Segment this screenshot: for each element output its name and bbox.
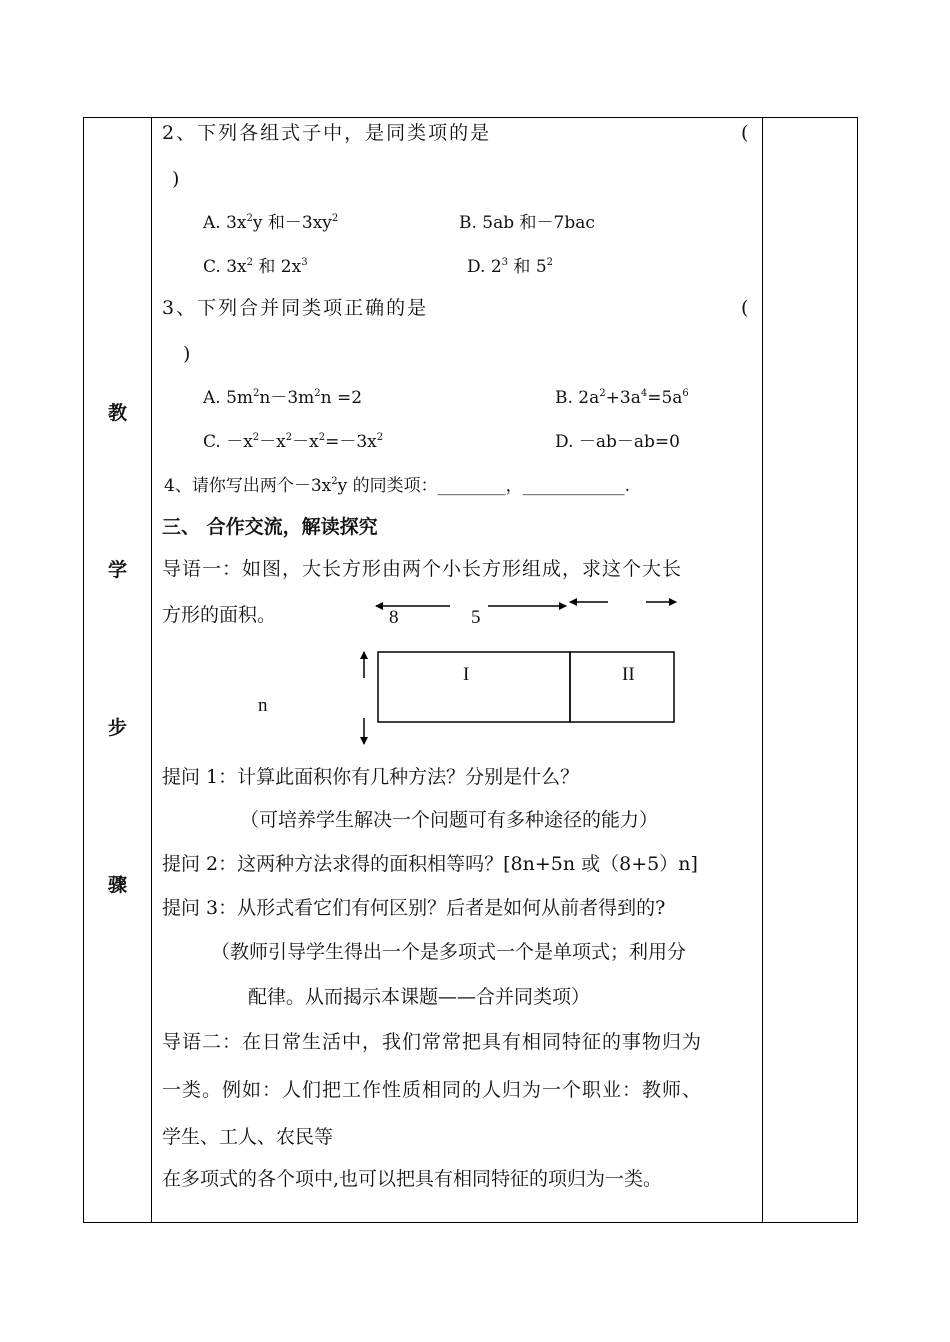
region-label-ii: II [622, 664, 635, 685]
side-char-jiao: 教 [107, 402, 127, 424]
note-1: （可培养学生解决一个问题可有多种途径的能力） [240, 809, 659, 831]
q4-line: 4、请你写出两个$-3x^2y$ 的同类项：________，____________. [164, 476, 631, 496]
q3-option-b: B. $2a^2+3a^4=5a^6$ [555, 388, 689, 408]
guide2-line2: 一类。例如：人们把工作性质相同的人归为一个职业：教师、 [162, 1079, 703, 1101]
q2-stem: 2、下列各组式子中，是同类项的是 [162, 122, 492, 144]
note-2-line2: 配律。从而揭示本课题——合并同类项） [248, 986, 591, 1008]
guide1-line1: 导语一：如图，大长方形由两个小长方形组成，求这个大长 [162, 558, 683, 580]
side-char-zhou: 骤 [107, 874, 127, 896]
question-3: 提问 3：从形式看它们有何区别？后者是如何从前者得到的? [162, 897, 666, 919]
side-char-bu: 步 [107, 717, 127, 739]
guide2-line4: 在多项式的各个项中,也可以把具有相同特征的项归为一类。 [162, 1168, 663, 1190]
question-2: 提问 2：这两种方法求得的面积相等吗？[8n+5n 或（8+5）n] [162, 853, 698, 875]
width-label-5: 5 [471, 607, 481, 628]
region-label-i: I [463, 664, 470, 685]
question-1: 提问 1：计算此面积你有几种方法？分别是什么？ [162, 766, 580, 788]
q2-paren-close: ) [172, 168, 180, 190]
note-2-line1: （教师引导学生得出一个是多项式一个是单项式；利用分 [211, 941, 687, 963]
column-divider-left [151, 118, 152, 1222]
q2-option-c: C. $3x^2$ 和 $2x^3$ [203, 257, 308, 277]
q3-option-a: A. $5m^2n-3m^2n =2$ [203, 388, 363, 408]
q2-option-d: D. $2^3$ 和 $5^2$ [467, 257, 554, 277]
height-label-n: n [258, 695, 268, 716]
rectangle-part-i [378, 652, 570, 722]
q3-option-c: C. $-x^2-x^2-x^2=-3x^2$ [203, 432, 384, 452]
width-label-8: 8 [389, 607, 399, 628]
q2-paren-open: ( [741, 122, 749, 144]
section-3-title: 三、 合作交流，解读探究 [162, 516, 378, 538]
guide1-line2: 方形的面积。 [162, 604, 277, 626]
guide2-line3: 学生、工人、农民等 [162, 1126, 334, 1148]
q2-option-a: A. $3x^2y$ 和$-3xy^2$ [203, 213, 339, 233]
q3-option-d: D. －ab－ab=0 [555, 432, 680, 452]
q2-option-b: B. 5ab 和－7bac [459, 213, 595, 233]
side-char-xue: 学 [107, 559, 127, 581]
q3-paren-open: ( [741, 297, 749, 319]
q3-stem: 3、下列合并同类项正确的是 [162, 297, 429, 319]
column-divider-right [762, 118, 763, 1222]
q3-paren-close: ) [183, 343, 191, 365]
guide2-line1: 导语二：在日常生活中，我们常常把具有相同特征的事物归为 [162, 1031, 703, 1053]
